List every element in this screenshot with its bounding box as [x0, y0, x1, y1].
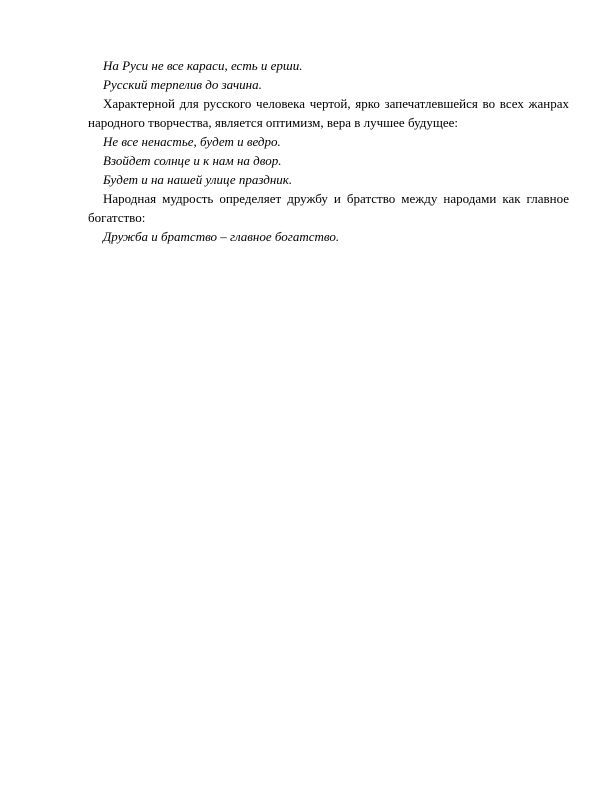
proverb-line: Взойдет солнце и к нам на двор.: [103, 153, 282, 168]
proverb-line: На Руси не все караси, есть и ерши.: [103, 58, 303, 73]
proverb-line: Русский терпелив до зачина.: [103, 77, 262, 92]
document-body: [88, 56, 569, 246]
body-paragraph: Народная мудрость определяет дружбу и братство между народами как главное богатство:: [88, 191, 569, 225]
proverb-line: Дружба и братство – главное богатство.: [103, 229, 340, 244]
proverb-line: Будет и на нашей улице праздник.: [103, 172, 293, 187]
body-paragraph: Характерной для русского человека чертой, ярко запечатлевшейся во всех жанрах народного творчества, является оптимизм, вера в лучшее будущее:: [88, 96, 569, 130]
proverb-line: Не все ненастье, будет и ведро.: [103, 134, 281, 149]
